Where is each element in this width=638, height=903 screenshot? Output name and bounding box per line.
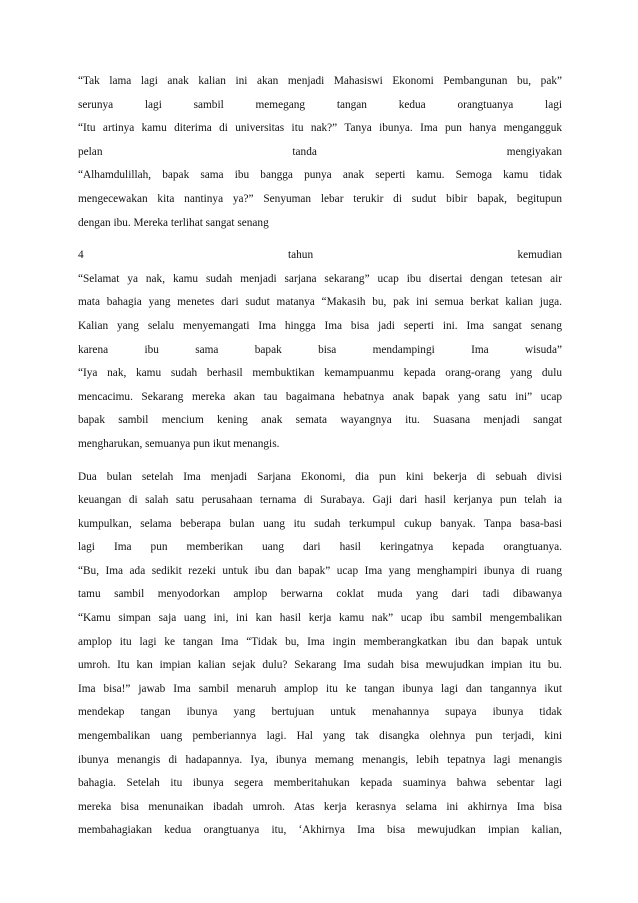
text-line: keuangan di salah satu perusahaan ternama di Surabaya. Gaji dari hasil kerjanya pun telah ia — [78, 494, 562, 507]
paragraph-gap — [78, 457, 562, 466]
text-line: bahagia. Setelah itu ibunya segera memberitahukan kepada suaminya bahwa sebentar lagi — [78, 777, 562, 790]
text-line: tamu sambil menyodorkan amplop berwarna coklat muda yang dari tadi dibawanya — [78, 588, 562, 601]
text-line: mencacimu. Sekarang mereka akan tau bagaimana hebatnya anak bapak yang satu ini” ucap — [78, 390, 562, 403]
text-line: membahagiakan kedua orangtuanya itu, ‘Akhirnya Ima bisa mewujudkan impian kalian, — [78, 824, 562, 837]
text-line: Kalian yang selalu menyemangati Ima hingga Ima bisa jadi seperti ini. Ima sangat senang — [78, 319, 562, 332]
text-line: serunya lagi sambil memegang tangan kedua orangtuanya lagi — [78, 98, 562, 111]
text-line: Dua bulan setelah Ima menjadi Sarjana Ekonomi, dia pun kini bekerja di sebuah divisi — [78, 470, 562, 483]
text-line: umroh. Itu kan impian kalian sejak dulu? Sekarang Ima sudah bisa mewujudkan impian itu bu. — [78, 659, 562, 672]
text-line: mereka bisa menunaikan ibadah umroh. Atas kerja kerasnya selama ini akhirnya Ima bisa — [78, 800, 562, 813]
text-line: lagi Ima pun memberikan uang dari hasil keringatnya kepada orangtuanya. — [78, 541, 562, 554]
text-line: ibunya menangis di hadapannya. Iya, ibunya memang menangis, lebih tepatnya lagi menangis — [78, 753, 562, 766]
text-line: mengharukan, semuanya pun ikut menangis. — [78, 437, 280, 450]
text-line: “Tak lama lagi anak kalian ini akan menjadi Mahasiswi Ekonomi Pembangunan bu, pak” — [78, 75, 562, 87]
text-line: “Selamat ya nak, kamu sudah menjadi sarjana sekarang” ucap ibu disertai dengan tetesan air — [78, 272, 562, 285]
text-line: “Iya nak, kamu sudah berhasil membuktikan kemampuanmu kepada orang-orang yang dulu — [78, 367, 562, 380]
text-line: karena ibu sama bapak bisa mendampingi Ima wisuda” — [78, 343, 562, 356]
text-line: “Kamu simpan saja uang ini, ini kan hasil kerja kamu nak” ucap ibu sambil mengembalikan — [78, 612, 562, 625]
text-line: amplop itu lagi ke tangan Ima “Tidak bu, Ima ingin memberangkatkan ibu dan bapak untuk — [78, 635, 562, 648]
text-line: mengembalikan uang pemberiannya lagi. Hal yang tak disangka olehnya pun terjadi, kini — [78, 730, 562, 743]
text-line: kumpulkan, selama beberapa bulan uang itu sudah terkumpul cukup banyak. Tanpa basa-basi — [78, 517, 562, 530]
text-line: pelan tanda mengiyakan — [78, 145, 562, 158]
document-body — [78, 70, 562, 843]
text-line: Ima bisa!” jawab Ima sambil menaruh amplop itu ke tangan ibunya lagi dan tangannya ikut — [78, 682, 562, 695]
paragraph-2 — [78, 244, 562, 456]
text-line: mendekap tangan ibunya yang bertujuan untuk menahannya supaya ibunya tidak — [78, 706, 562, 719]
text-line: dengan ibu. Mereka terlihat sangat senang — [78, 216, 269, 229]
text-line: “Alhamdulillah, bapak sama ibu bangga punya anak seperti kamu. Semoga kamu tidak — [78, 169, 562, 182]
text-line: “Itu artinya kamu diterima di universitas itu nak?” Tanya ibunya. Ima pun hanya mengangguk — [78, 122, 562, 135]
text-line: “Bu, Ima ada sedikit rezeki untuk ibu dan bapak” ucap Ima yang menghampiri ibunya di ruang — [78, 564, 562, 577]
paragraph-3 — [78, 466, 562, 844]
text-line: mengecewakan kita nantinya ya?” Senyuman lebar terukir di sudut bibir bapak, begitupun — [78, 192, 562, 205]
text-line: 4 tahun kemudian — [78, 249, 562, 262]
text-line: mata bahagia yang menetes dari sudut matanya “Makasih bu, pak ini semua berkat kalian juga. — [78, 296, 562, 309]
paragraph-gap — [78, 235, 562, 244]
paragraph-1 — [78, 70, 562, 235]
text-line: bapak sambil mencium kening anak semata wayangnya itu. Suasana menjadi sangat — [78, 414, 562, 427]
